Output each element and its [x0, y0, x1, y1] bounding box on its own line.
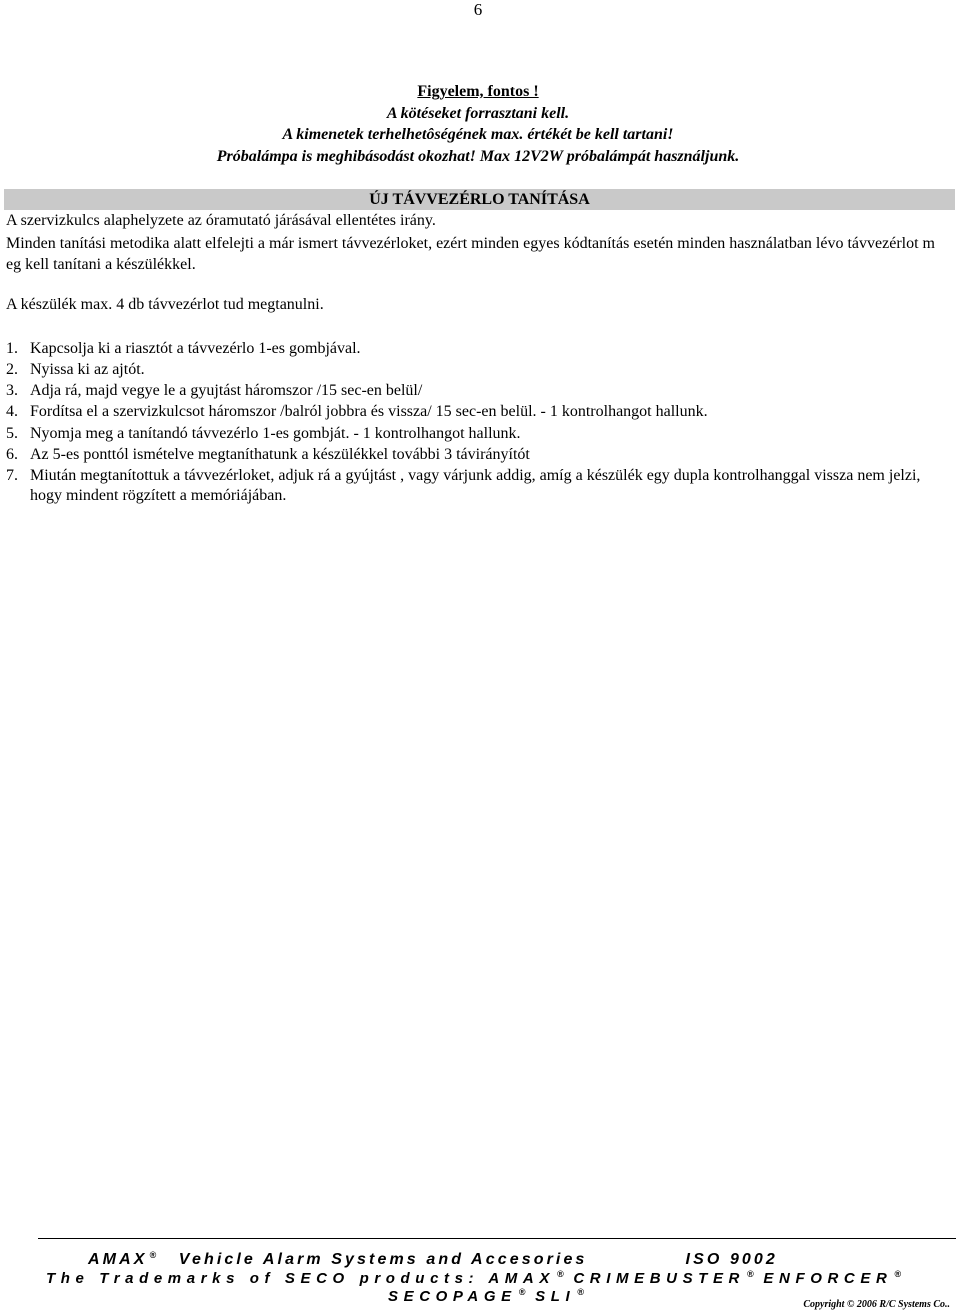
copyright-notice: Copyright © 2006 R/C Systems Co..	[803, 1299, 950, 1310]
step-item	[6, 402, 946, 422]
registered-mark: ®	[556, 1269, 564, 1279]
step-number: 1.	[6, 340, 18, 357]
trademarks-prefix: The Trademarks of SECO products:	[46, 1270, 480, 1287]
step-item	[6, 424, 946, 444]
step-text: Nyissa ki az ajtót.	[30, 361, 145, 378]
warning-line: A kötéseket forrasztani kell.	[386, 105, 570, 122]
step-item	[6, 360, 946, 380]
step-item	[6, 466, 946, 506]
registered-mark: ®	[518, 1287, 526, 1297]
warning-line: Próbalámpa is meghibásodást okozhat! Max 12V2W próbalámpát használjunk.	[216, 148, 740, 165]
footer-rule	[38, 1238, 956, 1239]
step-item	[6, 339, 946, 359]
trademark-item: SLI	[535, 1288, 576, 1305]
step-text: Az 5-es ponttól ismételve megtaníthatunk a készülékkel további 3 távirányítót	[30, 446, 530, 463]
warning-line: A kimenetek terhelhetôségének max. értékét be kell tartani!	[282, 126, 674, 143]
step-text: Nyomja meg a tanítandó távvezérlo 1-es gombját. - 1 kontrolhangot hallunk.	[30, 425, 521, 442]
section-title: ÚJ TÁVVEZÉRLO TANÍTÁSA	[369, 191, 590, 208]
step-number: 6.	[6, 446, 18, 463]
step-number: 4.	[6, 403, 18, 420]
step-text: Miután megtanítottuk a távvezérloket, adjuk rá a gyújtást , vagy várjunk addig, amíg a készülék egy dupla kontrolhanggal vissza nem jelzi, hogy mindent rögzített a memóriájában.	[30, 467, 921, 504]
trademark-item: ENFORCER	[763, 1270, 893, 1287]
footer-brand: AMAX	[88, 1251, 148, 1268]
registered-mark: ®	[577, 1287, 584, 1297]
step-text: Adja rá, majd vegye le a gyujtást háromszor /15 sec-en belül/	[30, 382, 423, 399]
intro-paragraph: A készülék max. 4 db távvezérlot tud megtanulni.	[6, 296, 324, 313]
registered-mark: ®	[149, 1250, 157, 1260]
step-item	[6, 445, 946, 465]
warning-title: Figyelem, fontos !	[417, 83, 539, 100]
step-number: 7.	[6, 467, 18, 484]
intro-paragraph: A szervizkulcs alaphelyzete az óramutató járásával ellentétes irány.	[6, 212, 436, 229]
step-text: Fordítsa el a szervizkulcsot háromszor /balról jobbra és vissza/ 15 sec-en belül. - 1 kontrolhangot hallunk.	[30, 403, 708, 420]
page-number: 6	[473, 0, 483, 19]
step-number: 2.	[6, 361, 18, 378]
step-number: 5.	[6, 425, 18, 442]
trademark-item: AMAX	[488, 1270, 555, 1287]
trademark-item: CRIMEBUSTER	[573, 1270, 745, 1287]
step-text: Kapcsolja ki a riasztót a távvezérlo 1-es gombjával.	[30, 340, 361, 357]
step-number: 3.	[6, 382, 18, 399]
footer-tagline-text: Vehicle Alarm Systems and Accesories	[178, 1251, 588, 1268]
registered-mark: ®	[746, 1269, 754, 1279]
trademark-item: SECOPAGE	[388, 1288, 517, 1305]
intro-paragraph: Minden tanítási metodika alatt elfelejti a már ismert távvezérloket, ezért minden egyes kódtanítás esetén minden használatban lévo távvezérlot m eg kell tanítani a készülékkel.	[6, 235, 935, 273]
registered-mark: ®	[894, 1269, 902, 1279]
footer-iso: ISO 9002	[685, 1251, 778, 1268]
step-item	[6, 381, 946, 401]
